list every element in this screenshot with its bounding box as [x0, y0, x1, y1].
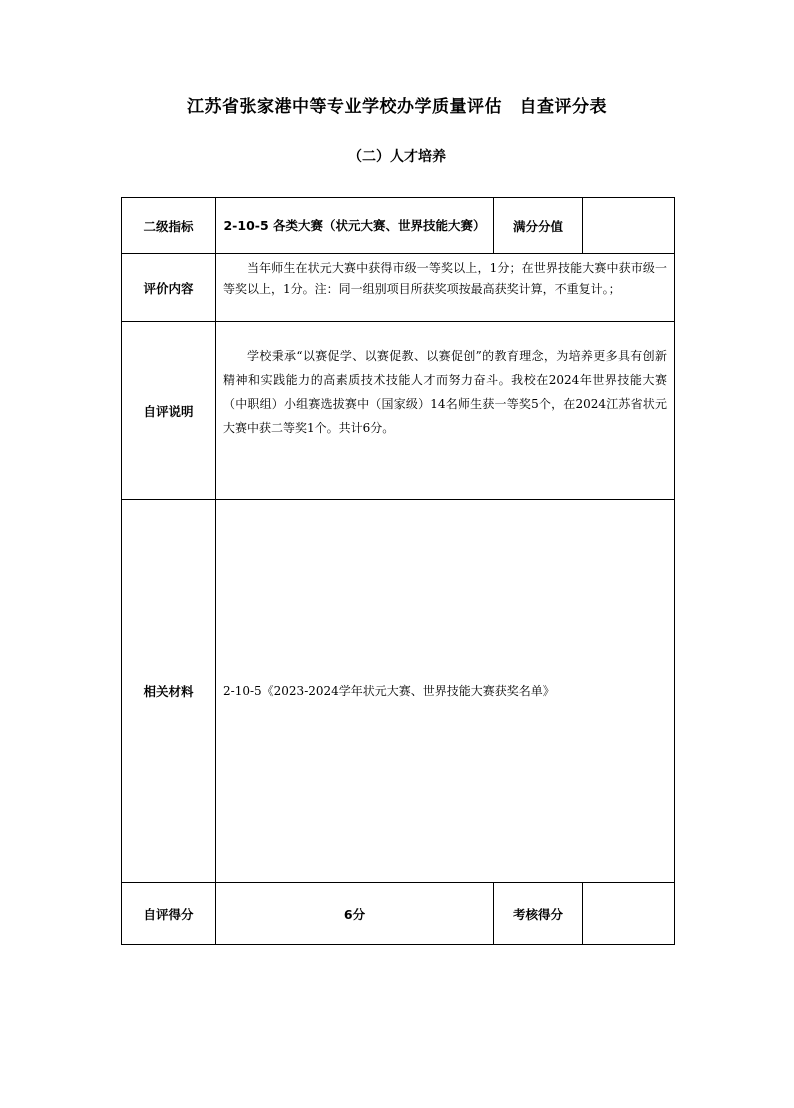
self-score-value: 6分 — [216, 883, 494, 945]
review-score-label: 考核得分 — [494, 883, 583, 945]
table-row — [122, 500, 675, 883]
self-score-label: 自评得分 — [122, 883, 216, 945]
materials-label: 相关材料 — [122, 500, 216, 883]
self-eval-label: 自评说明 — [122, 322, 216, 500]
full-score-label: 满分分值 — [494, 198, 583, 254]
document-title: 江苏省张家港中等专业学校办学质量评估 自查评分表 — [187, 97, 607, 117]
section-subtitle: （二）人才培养 — [348, 149, 446, 165]
table-row — [122, 254, 675, 322]
materials-text: 2-10-5《2023-2024学年状元大赛、世界技能大赛获奖名单》 — [216, 500, 675, 883]
criteria-label: 评价内容 — [122, 254, 216, 322]
table-row — [122, 322, 675, 500]
self-eval-text: 学校秉承“以赛促学、以赛促教、以赛促创”的教育理念，为培养更多具有创新精神和实践能力的高素质技术技能人才而努力奋斗。我校在2024年世界技能大赛（中职组）小组赛选拔赛中（国家级）14名师生获一等奖5个，在2024江苏省状元大赛中获二等奖1个。共计6分。 — [216, 322, 675, 500]
review-score-value — [583, 883, 675, 945]
indicator-label: 二级指标 — [122, 198, 216, 254]
full-score-value — [583, 198, 675, 254]
table-row — [122, 198, 675, 254]
evaluation-table — [121, 197, 675, 945]
criteria-text: 当年师生在状元大赛中获得市级一等奖以上，1分；在世界技能大赛中获市级一等奖以上，1分。注：同一组别项目所获奖项按最高获奖计算，不重复计。； — [216, 254, 675, 322]
table-row — [122, 883, 675, 945]
indicator-value: 2-10-5 各类大赛（状元大赛、世界技能大赛） — [216, 198, 494, 254]
